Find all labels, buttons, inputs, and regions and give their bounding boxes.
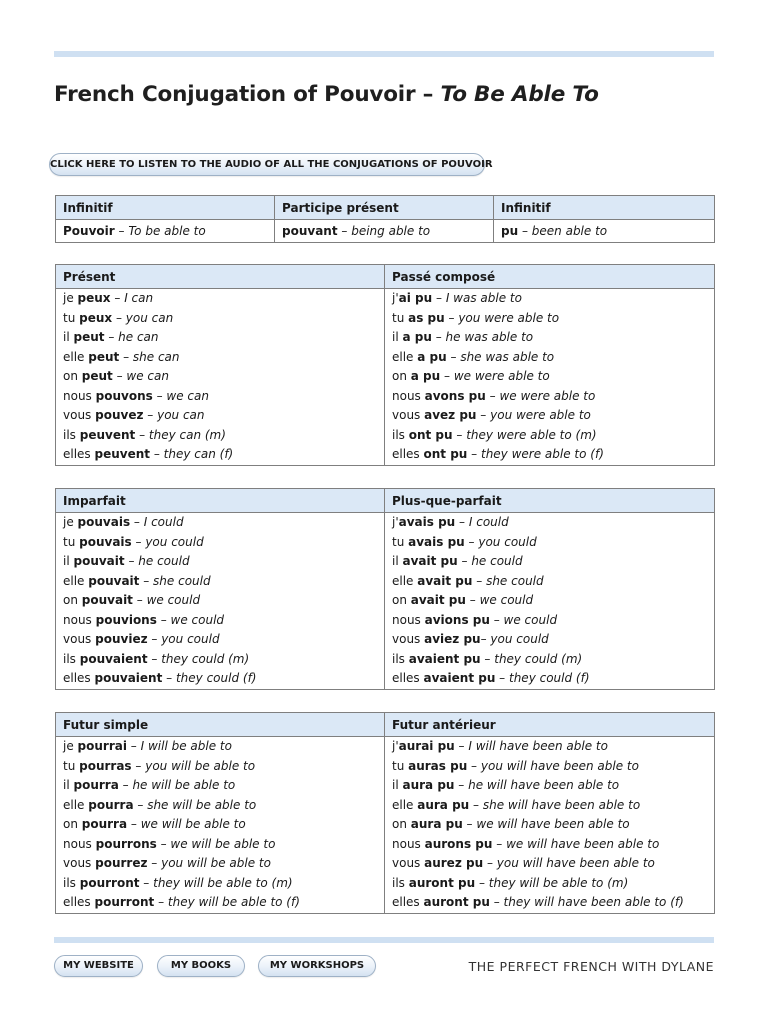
conjugation-line: on aura pu – we will have been able to xyxy=(392,817,630,831)
conjugation-line: elles avaient pu – they could (f) xyxy=(392,671,590,685)
conjugation-line: je pouvais – I could xyxy=(63,515,184,529)
conjugation-line: tu peux – you can xyxy=(63,310,174,325)
conjugation-line: il a pu – he was able to xyxy=(392,330,534,344)
conjugation-line: ils ont pu – they were able to (m) xyxy=(392,427,597,442)
conjugation-line: nous pouvions – we could xyxy=(63,612,225,627)
tense-table-futur xyxy=(55,712,715,914)
my-workshops-button[interactable]: MY WORKSHOPS xyxy=(258,955,376,977)
conjugation-line: vous aurez pu – you will have been able to xyxy=(392,856,655,870)
infinitive-table xyxy=(55,195,715,243)
conjugation-line: nous aurons pu – we will have been able to xyxy=(392,836,660,851)
tense-table-imparfait xyxy=(55,488,715,690)
conjugation-line: tu pourras – you will be able to xyxy=(63,758,256,773)
title-italic: To Be Able To xyxy=(440,82,599,107)
conjugation-line: nous avions pu – we could xyxy=(392,612,558,627)
tense-table-present xyxy=(55,264,715,466)
conjugation-line: ils pourront – they will be able to (m) xyxy=(63,875,293,890)
conjugation-line: elle pourra – she will be able to xyxy=(63,797,257,812)
tense-header: Plus-que-parfait xyxy=(385,489,715,513)
conjugation-line: elle peut – she can xyxy=(63,349,180,364)
conjugation-line: elles ont pu – they were able to (f) xyxy=(392,447,604,461)
conjugation-line: je pourrai – I will be able to xyxy=(63,739,232,753)
conjugation-line: il aura pu – he will have been able to xyxy=(392,778,620,792)
past-participle-cell: pu – been able to xyxy=(494,220,715,243)
infinitive-cell: Pouvoir – To be able to xyxy=(56,220,275,243)
conjugation-line: ils peuvent – they can (m) xyxy=(63,427,226,442)
conjugation-line: on a pu – we were able to xyxy=(392,369,550,383)
conjugation-line: on avait pu – we could xyxy=(392,593,534,607)
conjugation-line: on pourra – we will be able to xyxy=(63,817,246,831)
page-title xyxy=(54,82,599,107)
header-participe-present: Participe présent xyxy=(275,196,494,220)
conjugation-line: tu pouvais – you could xyxy=(63,534,204,549)
conjugation-line: elle aura pu – she will have been able to xyxy=(392,797,641,812)
conjugation-line: vous aviez pu– you could xyxy=(392,632,549,646)
tense-column xyxy=(56,737,385,914)
tense-column xyxy=(385,513,715,690)
conjugation-line: elles peuvent – they can (f) xyxy=(63,447,234,461)
tense-column xyxy=(385,737,715,914)
tense-header: Présent xyxy=(56,265,385,289)
conjugation-line: elle pouvait – she could xyxy=(63,573,211,588)
conjugation-line: elles auront pu – they will have been able to (f) xyxy=(392,895,684,909)
conjugation-line: ils pouvaient – they could (m) xyxy=(63,651,250,666)
conjugation-line: il pouvait – he could xyxy=(63,554,190,568)
conjugation-line: elles pourront – they will be able to (f) xyxy=(63,895,300,909)
conjugation-line: il pourra – he will be able to xyxy=(63,778,236,792)
conjugation-line: elles pouvaient – they could (f) xyxy=(63,671,257,685)
conjugation-line: nous pouvons – we can xyxy=(63,388,209,403)
conjugation-line: vous pourrez – you will be able to xyxy=(63,856,271,870)
tense-column xyxy=(56,513,385,690)
conjugation-line: on pouvait – we could xyxy=(63,593,201,607)
conjugation-line: tu auras pu – you will have been able to xyxy=(392,758,639,773)
top-divider xyxy=(54,51,714,57)
present-participle-cell: pouvant – being able to xyxy=(275,220,494,243)
title-main: French Conjugation of Pouvoir – xyxy=(54,82,441,107)
conjugation-line: je peux – I can xyxy=(63,291,154,305)
tense-header: Passé composé xyxy=(385,265,715,289)
tense-column xyxy=(385,289,715,466)
my-books-button[interactable]: MY BOOKS xyxy=(157,955,245,977)
conjugation-line: il peut – he can xyxy=(63,330,159,344)
conjugation-line: j'avais pu – I could xyxy=(392,515,509,529)
conjugation-line: on peut – we can xyxy=(63,369,169,383)
conjugation-line: il avait pu – he could xyxy=(392,554,523,568)
conjugation-line: tu avais pu – you could xyxy=(392,534,537,549)
conjugation-line: elle a pu – she was able to xyxy=(392,349,555,364)
conjugation-line: j'aurai pu – I will have been able to xyxy=(392,739,608,753)
conjugation-line: nous avons pu – we were able to xyxy=(392,388,596,403)
bottom-divider xyxy=(54,937,714,943)
my-website-button[interactable]: MY WEBSITE xyxy=(54,955,143,977)
tense-column xyxy=(56,289,385,466)
tense-header: Imparfait xyxy=(56,489,385,513)
header-infinitif: Infinitif xyxy=(56,196,275,220)
conjugation-line: ils auront pu – they will be able to (m) xyxy=(392,875,629,890)
conjugation-line: vous pouvez – you can xyxy=(63,408,205,422)
tense-header: Futur antérieur xyxy=(385,713,715,737)
conjugation-line: tu as pu – you were able to xyxy=(392,310,560,325)
conjugation-line: vous avez pu – you were able to xyxy=(392,408,591,422)
conjugation-line: elle avait pu – she could xyxy=(392,573,544,588)
brand-name: THE PERFECT FRENCH WITH DYLANE xyxy=(468,959,714,974)
conjugation-line: j'ai pu – I was able to xyxy=(392,291,522,305)
conjugation-line: ils avaient pu – they could (m) xyxy=(392,651,583,666)
header-infinitif-past: Infinitif xyxy=(494,196,715,220)
conjugation-line: vous pouviez – you could xyxy=(63,632,220,646)
conjugation-line: nous pourrons – we will be able to xyxy=(63,836,276,851)
listen-audio-button[interactable]: CLICK HERE TO LISTEN TO THE AUDIO OF ALL THE CONJUGATIONS OF POUVOIR xyxy=(49,153,485,176)
tense-header: Futur simple xyxy=(56,713,385,737)
